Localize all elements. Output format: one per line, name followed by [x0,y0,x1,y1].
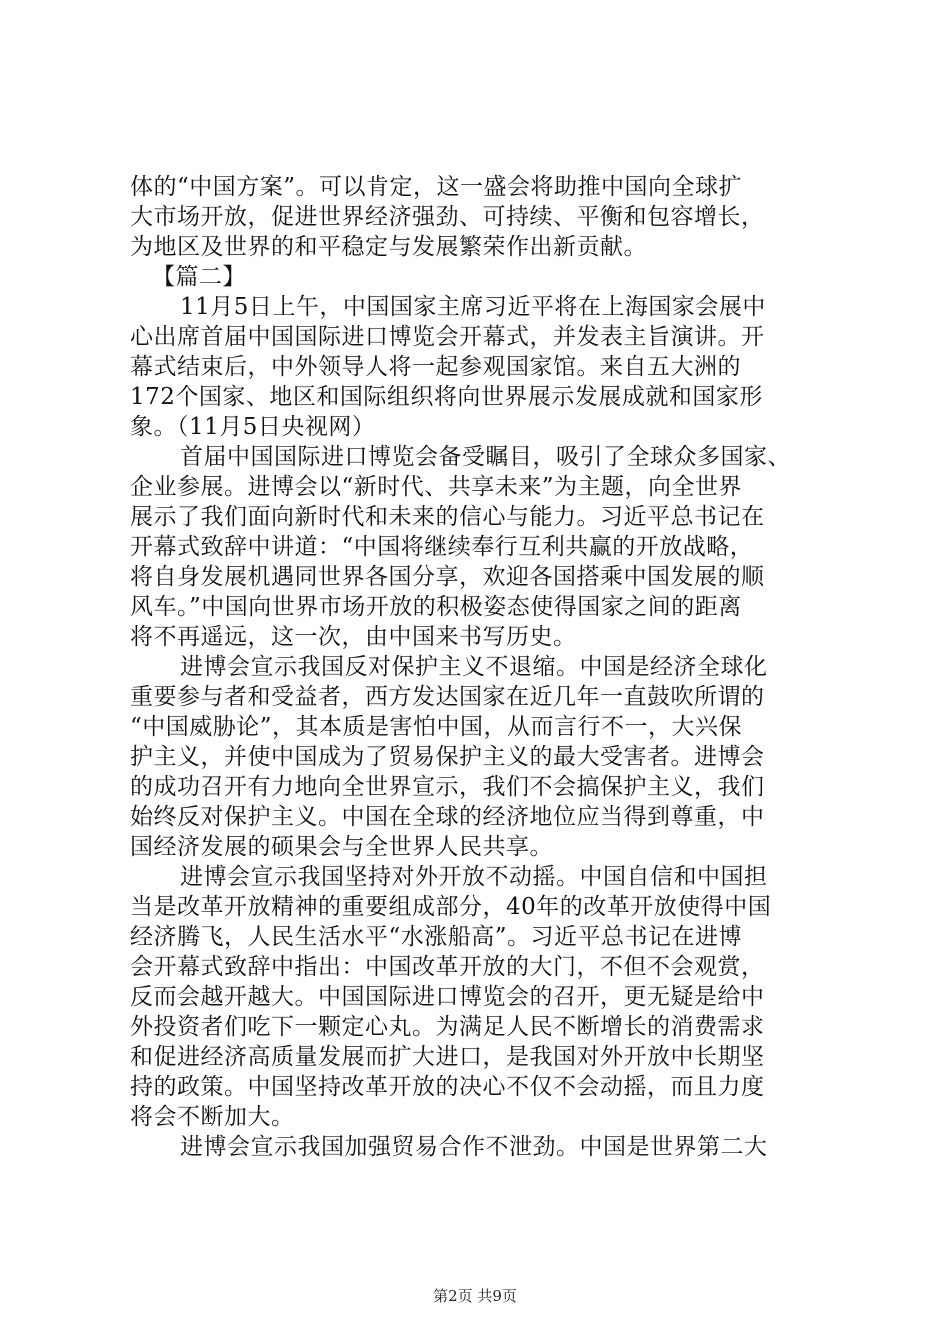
page-number: 第2页 共9页 [433,1287,517,1305]
text-line: 当是改革开放精神的重要组成部分，40年的改革开放使得中国 [130,894,772,920]
text-line: 始终反对保护主义。中国在全球的经济地位应当得到尊重，中 [130,804,765,830]
text-line: 首届中国国际进口博览会备受瞩目，吸引了全球众多国家、 [180,444,791,470]
text-line: 体的“中国方案”。可以肯定，这一盛会将助推中国向全球扩 [130,174,743,200]
text-line: 国经济发展的硕果会与全世界人民共享。 [130,834,553,860]
text-line: 将会不断加大。 [130,1104,295,1130]
text-line: 企业参展。进博会以“新时代、共享未来”为主题，向全世界 [130,474,743,500]
page-footer [0,1286,950,1306]
text-line: 展示了我们面向新时代和未来的信心与能力。习近平总书记在 [130,504,765,530]
text-line: 反而会越开越大。中国国际进口博览会的召开，更无疑是给中 [130,984,765,1010]
text-line: 风车。”中国向世界市场开放的积极姿态使得国家之间的距离 [130,594,742,620]
text-line: 护主义，并使中国成为了贸易保护主义的最大受害者。进博会 [130,744,765,770]
text-line: 进博会宣示我国反对保护主义不退缩。中国是经济全球化 [180,654,768,680]
text-line: 会开幕式致辞中指出：中国改革开放的大门，不但不会观赏， [130,954,765,980]
text-line: 进博会宣示我国坚持对外开放不动摇。中国自信和中国担 [180,864,768,890]
text-line: 开幕式致辞中讲道：“中国将继续奉行互利共赢的开放战略， [130,534,754,560]
text-line: 外投资者们吃下一颗定心丸。为满足人民不断增长的消费需求 [130,1014,765,1040]
text-line: 将自身发展机遇同世界各国分享，欢迎各国搭乘中国发展的顺 [130,564,765,590]
text-line: 将不再遥远，这一次，由中国来书写历史。 [130,624,577,650]
text-line: 持的政策。中国坚持改革开放的决心不仅不会动摇，而且力度 [130,1074,765,1100]
text-line: 幕式结束后，中外领导人将一起参观国家馆。来自五大洲的 [130,354,741,380]
text-line: 大市场开放，促进世界经济强劲、可持续、平衡和包容增长， [130,204,765,230]
text-line: 为地区及世界的和平稳定与发展繁荣作出新贡献。 [130,234,647,260]
text-line: 的成功召开有力地向全世界宣示，我们不会搞保护主义，我们 [130,774,765,800]
text-line: 重要参与者和受益者，西方发达国家在近几年一直鼓吹所谓的 [130,684,765,710]
text-line: 象。（11月5日央视网） [130,414,376,440]
text-line: 进博会宣示我国加强贸易合作不泄劲。中国是世界第二大 [180,1134,768,1160]
text-line: 11月5日上午，中国国家主席习近平将在上海国家会展中 [180,294,766,320]
text-line: 和促进经济高质量发展而扩大进口，是我国对外开放中长期坚 [130,1044,765,1070]
section-heading: 【篇二】 [152,264,246,290]
text-line: 心出席首届中国国际进口博览会开幕式，并发表主旨演讲。开 [130,324,765,350]
document-body [130,172,830,1162]
text-line: 经济腾飞，人民生活水平“水涨船高”。习近平总书记在进博 [130,924,743,950]
text-line: “中国威胁论”，其本质是害怕中国，从而言行不一，大兴保 [130,714,743,740]
text-line: 172个国家、地区和国际组织将向世界展示发展成就和国家形 [130,384,763,410]
